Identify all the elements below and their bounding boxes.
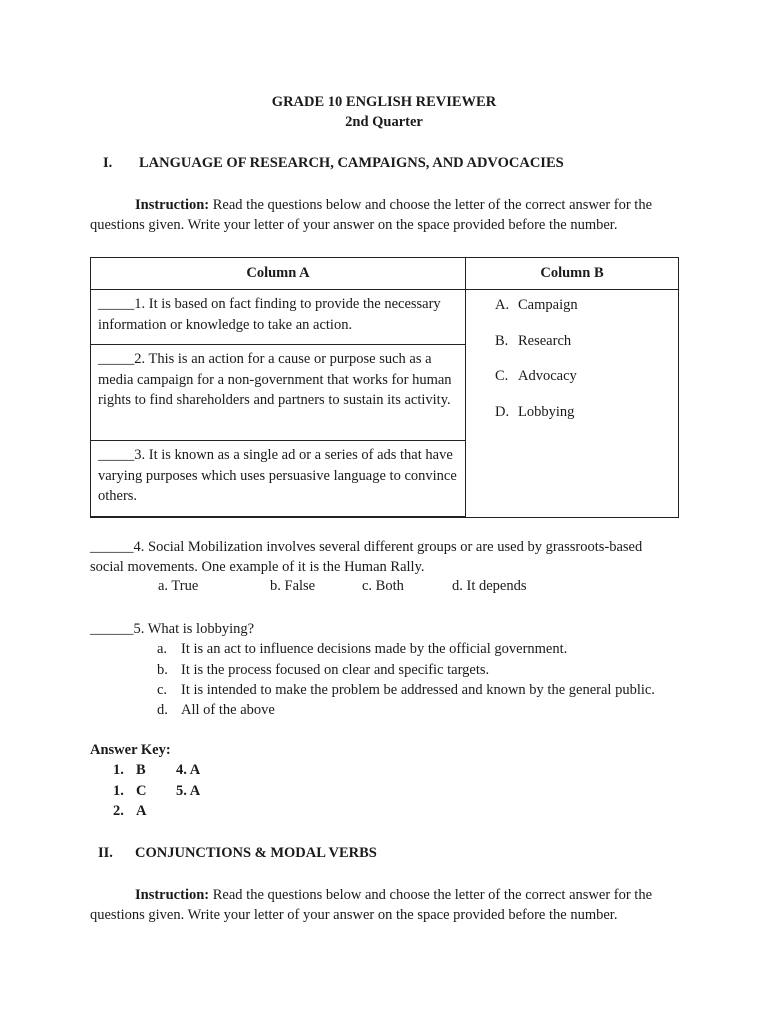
option-b — [495, 331, 670, 367]
question-2: _____2. This is an action for a cause or purpose such as a media campaign for a non-government that works for human rights to find shareholders and partners to sustain its activity. — [91, 345, 466, 441]
key-answer: A — [136, 803, 147, 819]
choice-b: b. False — [270, 578, 316, 594]
instruction-text: Read the questions below and choose the letter of the correct answer for the — [209, 197, 653, 213]
choice-letter: a. — [157, 641, 168, 657]
choice-text: It is the process focused on clear and specific targets. — [181, 662, 490, 678]
question-5-stem: ______5. What is lobbying? — [90, 621, 255, 637]
key-number: 2. — [113, 803, 124, 819]
question-5-choice-b — [157, 660, 489, 680]
choice-c: c. Both — [362, 578, 404, 594]
section2-instruction — [90, 885, 680, 905]
option-letter: C. — [495, 368, 509, 384]
instruction-text: Read the questions below and choose the letter of the correct answer for the — [209, 887, 653, 903]
option-text: Advocacy — [518, 368, 577, 384]
choice-text: It is an act to influence decisions made by the official government. — [181, 641, 568, 657]
question-4-line1: ______4. Social Mobilization involves several different groups or are used by grassroots-based — [90, 539, 643, 555]
choice-text: It is intended to make the problem be addressed and known by the general public. — [181, 682, 655, 698]
option-c — [495, 366, 670, 402]
choice-letter: c. — [157, 682, 168, 698]
question-4-line2: social movements. One example of it is the Human Rally. — [90, 559, 425, 575]
key-extra: 5. A — [176, 783, 201, 799]
option-letter: D. — [495, 403, 510, 420]
question-5-choice-c — [157, 680, 655, 700]
key-extra: 4. A — [176, 762, 201, 778]
document-title: GRADE 10 ENGLISH REVIEWER — [271, 94, 497, 110]
section1-instruction-line2: questions given. Write your letter of your answer on the space provided before the number. — [90, 217, 618, 233]
choice-d: d. It depends — [452, 578, 527, 594]
section2-number: II. — [98, 845, 113, 861]
question-4-choices — [0, 578, 768, 598]
option-text: Lobbying — [518, 403, 575, 420]
option-a — [495, 295, 670, 331]
option-d — [495, 402, 670, 438]
option-letter: B. — [495, 332, 509, 349]
answer-key-row — [0, 803, 300, 823]
section1-instruction — [90, 195, 680, 215]
instruction-label: Instruction: — [135, 197, 210, 213]
choice-a: a. True — [158, 578, 199, 594]
section2-heading: CONJUNCTIONS & MODAL VERBS — [135, 845, 377, 861]
choice-letter: b. — [157, 662, 168, 678]
table-header-row — [91, 258, 679, 290]
question-1: _____1. It is based on fact finding to provide the necessary information or knowledge to take an action. — [91, 290, 466, 345]
section2-instruction-line2: questions given. Write your letter of your answer on the space provided before the number. — [90, 907, 618, 923]
answer-key-label: Answer Key: — [90, 742, 171, 758]
question-3: _____3. It is known as a single ad or a series of ads that have varying purposes which uses persuasive language to convince others. — [91, 441, 466, 518]
section1-heading: LANGUAGE OF RESEARCH, CAMPAIGNS, AND ADVOCACIES — [139, 155, 564, 171]
option-text: Research — [518, 332, 572, 349]
key-answer: B — [136, 762, 146, 778]
choice-text: All of the above — [181, 702, 275, 718]
section1-number: I. — [103, 155, 113, 171]
column-a-header: Column A — [91, 258, 466, 290]
question-5-choice-a — [157, 639, 567, 659]
options-cell — [466, 290, 679, 518]
option-letter: A. — [495, 297, 510, 313]
key-answer: C — [136, 783, 147, 799]
document-subtitle: 2nd Quarter — [345, 114, 423, 130]
key-number: 1. — [113, 762, 124, 778]
question-5-choice-d — [157, 700, 275, 720]
answer-key-row — [0, 762, 300, 782]
option-text: Campaign — [518, 297, 578, 313]
table-row — [91, 290, 679, 345]
choice-letter: d. — [157, 702, 168, 718]
column-b-header: Column B — [466, 258, 679, 290]
matching-table — [90, 257, 679, 518]
answer-key-row — [0, 783, 300, 803]
instruction-label: Instruction: — [135, 887, 210, 903]
key-number: 1. — [113, 783, 124, 799]
